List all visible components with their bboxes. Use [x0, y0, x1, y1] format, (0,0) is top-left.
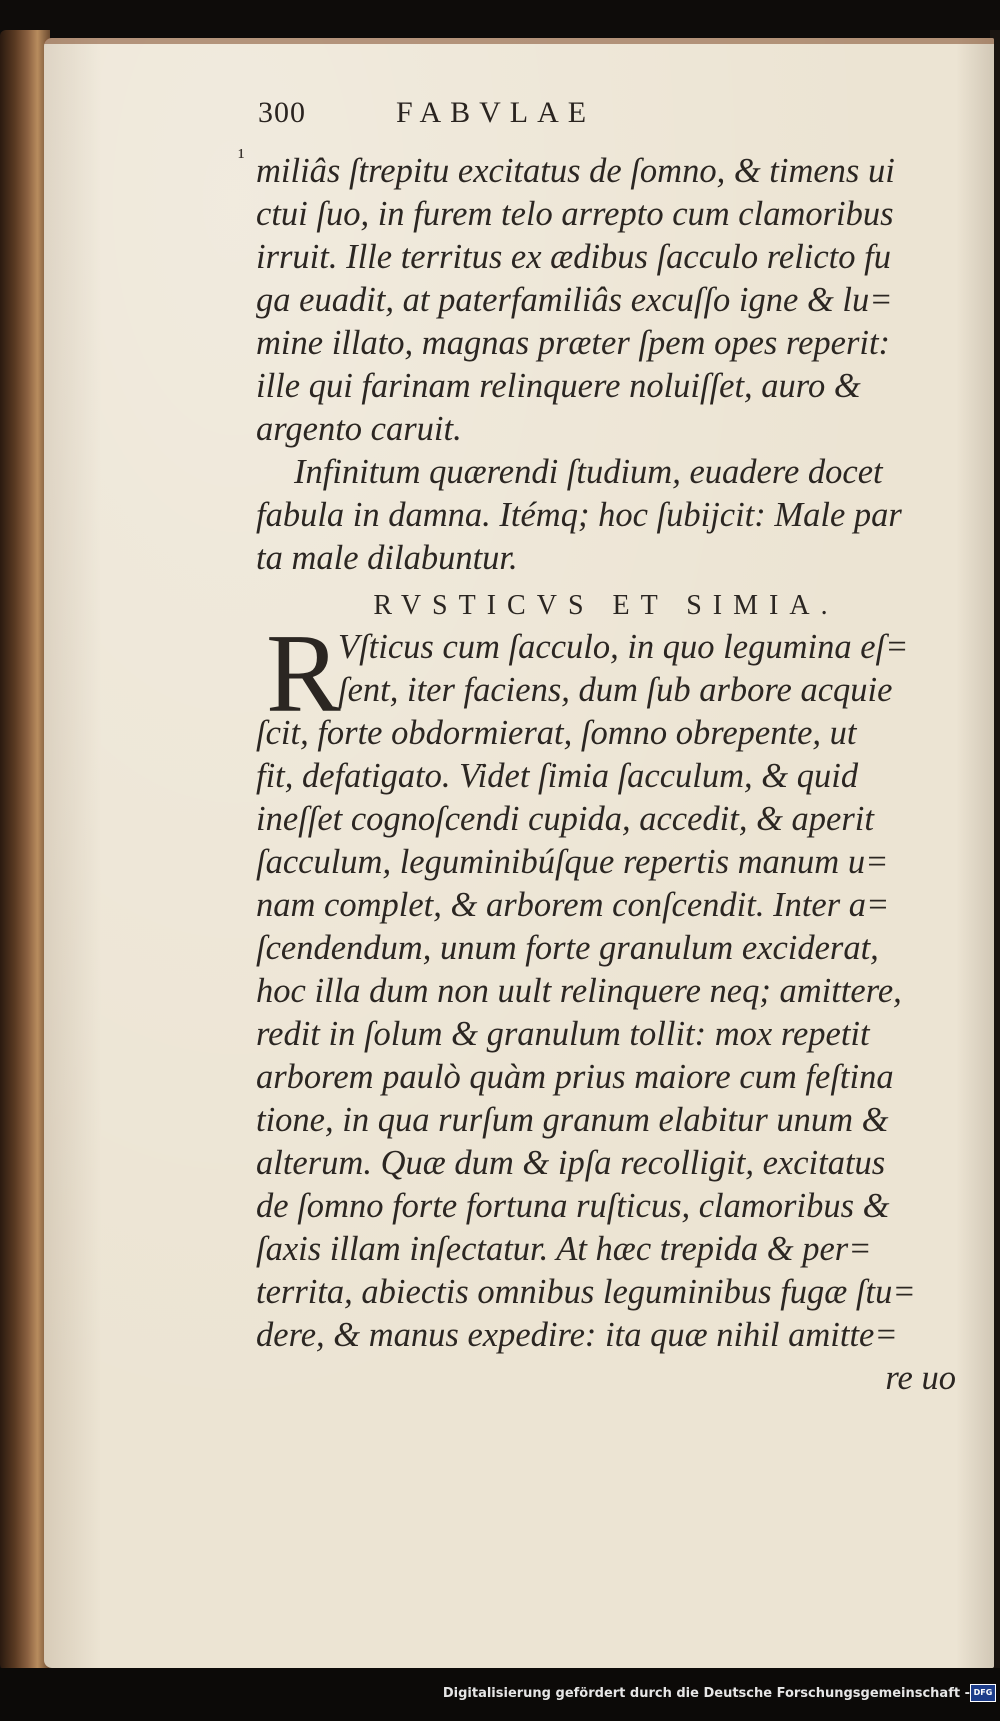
text-line: fabula in damna. Itémq; hoc ſubijcit: Male par [256, 496, 902, 534]
digitization-credit: Digitalisierung gefördert durch die Deutsche Forschungsgemeinschaft - [442, 1686, 970, 1701]
catchword: re uo [885, 1359, 956, 1397]
text-line: ſent, iter faciens, dum ſub arbore acquie [338, 671, 893, 709]
page-header [258, 96, 758, 142]
page-number: 300 [258, 96, 306, 129]
text-line: ctui ſuo, in furem telo arrepto cum clamoribus [256, 195, 894, 233]
text-line: arborem paulò quàm prius maiore cum feſtina [256, 1058, 894, 1096]
moral-paragraph [256, 451, 956, 580]
text-line: dere, & manus expedire: ita quæ nihil amitte= [256, 1316, 898, 1354]
text-line: ſcit, forte obdormierat, ſomno obrepente, ut [256, 714, 857, 752]
text-line: territa, abiectis omnibus leguminibus fugæ ſtu= [256, 1273, 916, 1311]
text-line: redit in ſolum & granulum tollit: mox repetit [256, 1015, 870, 1053]
running-head: FABVLAE [396, 96, 596, 129]
text-line: nam complet, & arborem conſcendit. Inter a= [256, 886, 890, 924]
text-line: Infinitum quærendi ſtudium, euadere docet [294, 453, 883, 491]
footer-bar [0, 1668, 1000, 1721]
page-text [256, 150, 956, 1400]
text-line: ta male dilabuntur. [256, 539, 518, 577]
text-line: fit, defatigato. Videt ſimia ſacculum, & quid [256, 757, 859, 795]
dfg-logo: DFG [970, 1684, 996, 1702]
text-line: ſcendendum, unum forte granulum exciderat, [256, 929, 879, 967]
fable-text [256, 712, 956, 1400]
continued-fable-text [256, 150, 956, 451]
text-line: tione, in qua rurſum granum elabitur unum & [256, 1101, 889, 1139]
text-line: hoc illa dum non uult relinquere neq; amittere, [256, 972, 902, 1010]
text-line: argento caruit. [256, 410, 462, 448]
text-line: Vſticus cum ſacculo, in quo legumina eſ= [338, 628, 909, 666]
top-background-band [0, 0, 1000, 40]
text-line: ſacculum, leguminibúſque repertis manum u= [256, 843, 889, 881]
book-spine-edge [0, 30, 50, 1670]
text-line: alterum. Quæ dum & ipſa recolligit, excitatus [256, 1144, 886, 1182]
text-line: mine illato, magnas præter ſpem opes reperit: [256, 324, 891, 362]
margin-mark: ¹ [238, 144, 245, 169]
page-top-strip [44, 38, 994, 44]
text-line: ga euadit, at paterfamiliâs excuſſo igne & lu= [256, 281, 893, 319]
text-line: de ſomno forte fortuna ruſticus, clamoribus & [256, 1187, 890, 1225]
text-line: ſaxis illam inſectatur. At hæc trepida & per= [256, 1230, 872, 1268]
text-line: miliâs ſtrepitu excitatus de ſomno, & timens ui [256, 152, 895, 190]
drop-cap: R [266, 612, 341, 736]
section-title: RVSTICVS ET SIMIA. [373, 590, 839, 621]
text-line: irruit. Ille territus ex ædibus ſacculo relicto fu [256, 238, 891, 276]
text-line: ineſſet cognoſcendi cupida, accedit, & aperit [256, 800, 874, 838]
text-line: ille qui farinam relinquere noluiſſet, auro & [256, 367, 861, 405]
